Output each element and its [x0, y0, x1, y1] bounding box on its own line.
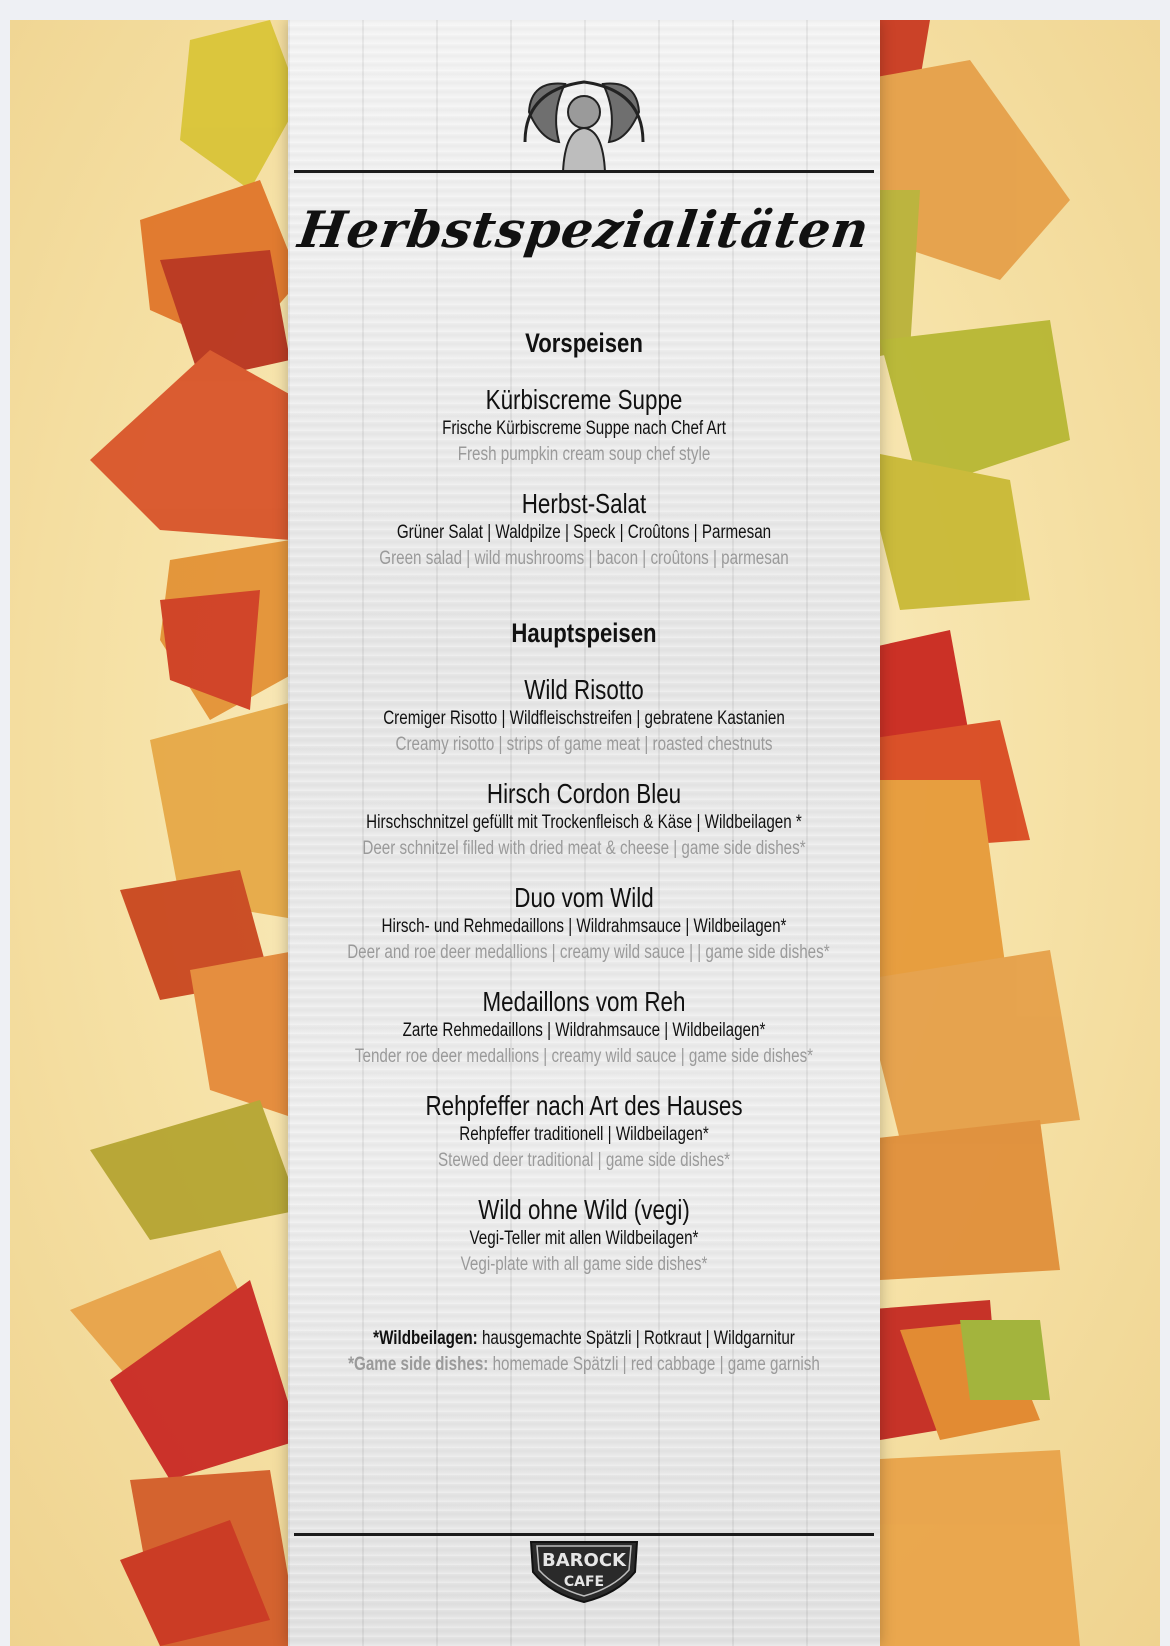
menu-item [288, 384, 880, 468]
item-description-en: Deer and roe deer medallions | creamy wild sauce | | game side dishes* [347, 942, 830, 963]
item-description-de: Vegi-Teller mit allen Wildbeilagen* [469, 1228, 699, 1249]
footnote-en-text: homemade Spätzli | red cabbage | game garnish [488, 1354, 820, 1375]
logo-word-1: BAROCK [542, 1550, 626, 1571]
item-name: Hirsch Cordon Bleu [486, 778, 682, 809]
item-name: Wild Risotto [524, 674, 644, 705]
menu-title: Herbstspezialitäten [294, 200, 874, 259]
item-description-en: Tender roe deer medallions | creamy wild sauce | game side dishes* [354, 1046, 814, 1067]
footnote-de-text: hausgemachte Spätzli | Rotkraut | Wildgarnitur [477, 1328, 795, 1349]
menu-item [288, 1090, 880, 1174]
footnote-en-label: *Game side dishes: [348, 1354, 489, 1375]
autumn-leaves-right [860, 20, 1160, 1646]
angel-logo [521, 72, 647, 172]
menu-item [288, 674, 880, 758]
footnote-de [347, 1326, 821, 1352]
menu-page [10, 20, 1160, 1646]
item-name: Herbst-Salat [521, 488, 647, 519]
menu-item [288, 778, 880, 862]
bottom-divider [294, 1533, 874, 1536]
menu-item [288, 488, 880, 572]
item-description-de: Cremiger Risotto | Wildfleischstreifen | gebratene Kastanien [383, 708, 785, 729]
logo-word-2: CAFE [563, 1574, 605, 1590]
autumn-leaves-left [10, 20, 310, 1646]
item-name: Wild ohne Wild (vegi) [478, 1194, 690, 1225]
item-description-de: Grüner Salat | Waldpilze | Speck | Croûtons | Parmesan [396, 522, 772, 543]
item-description-en: Green salad | wild mushrooms | bacon | croûtons | parmesan [379, 548, 789, 569]
section-heading-hauptspeisen: Hauptspeisen [511, 618, 657, 648]
top-divider [294, 170, 874, 173]
item-description-de: Hirsch- und Rehmedaillons | Wildrahmsauce | Wildbeilagen* [381, 916, 787, 937]
item-description-en: Fresh pumpkin cream soup chef style [457, 444, 711, 465]
item-description-de: Rehpfeffer traditionell | Wildbeilagen* [459, 1124, 709, 1145]
menu-item [288, 986, 880, 1070]
item-description-en: Stewed deer traditional | game side dishes* [437, 1150, 731, 1171]
item-name: Kürbiscreme Suppe [485, 384, 683, 415]
item-description-de: Zarte Rehmedaillons | Wildrahmsauce | Wildbeilagen* [402, 1020, 766, 1041]
barock-cafe-logo [525, 1538, 643, 1604]
item-description-de: Frische Kürbiscreme Suppe nach Chef Art [442, 418, 726, 439]
footnote-en [347, 1352, 821, 1378]
menu-item [288, 882, 880, 966]
item-description-de: Hirschschnitzel gefüllt mit Trockenfleisch & Käse | Wildbeilagen * [366, 812, 802, 833]
item-description-en: Vegi-plate with all game side dishes* [460, 1254, 708, 1275]
item-name: Rehpfeffer nach Art des Hauses [425, 1090, 743, 1121]
item-name: Duo vom Wild [514, 882, 654, 913]
section-heading-vorspeisen: Vorspeisen [525, 328, 643, 358]
item-name: Medaillons vom Reh [482, 986, 686, 1017]
menu-item [288, 1194, 880, 1278]
menu-board [288, 20, 880, 1646]
footnote-de-label: *Wildbeilagen: [373, 1328, 478, 1349]
item-description-en: Creamy risotto | strips of game meat | roasted chestnuts [395, 734, 773, 755]
item-description-en: Deer schnitzel filled with dried meat & cheese | game side dishes* [362, 838, 806, 859]
